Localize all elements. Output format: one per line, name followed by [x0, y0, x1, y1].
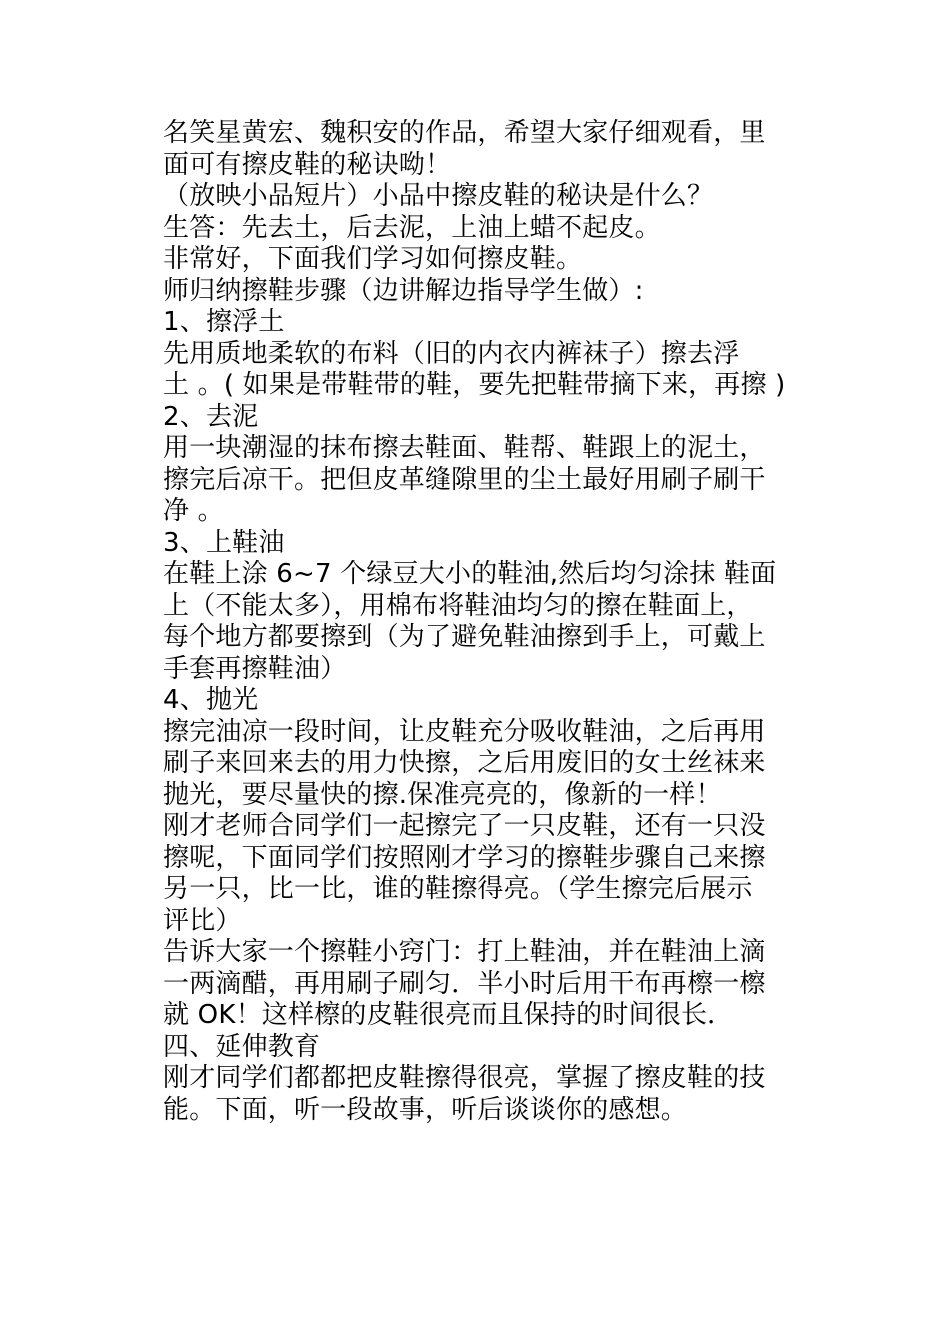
text-line: 生答：先去土，后去泥，上油上蜡不起皮。	[163, 212, 661, 243]
text-line: 上（不能太多），用棉布将鞋油均匀的擦在鞋面上，	[163, 590, 753, 621]
text-line: 师归纳擦鞋步骤（边讲解边指导学生做）:	[163, 275, 644, 306]
text-line: 擦完油凉一段时间，让皮鞋充分吸收鞋油，之后再用	[163, 716, 766, 747]
text-line: 名笑星黄宏、魏积安的作品，希望大家仔细观看，里	[163, 118, 766, 148]
text-line: 抛光，要尽量快的擦.保准亮亮的，像新的一样！	[163, 779, 722, 810]
text-line: 就 OK！这样檫的皮鞋很亮而且保持的时间很长．	[163, 1000, 734, 1030]
text-line: 每个地方都要擦到（为了避免鞋油擦到手上，可戴上	[163, 622, 766, 652]
text-line: 用一块潮湿的抹布擦去鞋面、鞋帮、鞋跟上的泥土，	[163, 433, 766, 463]
text-line: 手套再擦鞋油）	[163, 653, 347, 684]
text-line: 评比）	[163, 905, 242, 936]
text-line: 刷子来回来去的用力快擦，之后用废旧的女士丝袜来	[163, 748, 766, 778]
text-line: 面可有擦皮鞋的秘诀呦！	[163, 149, 452, 180]
text-line: 能。下面，听一段故事，听后谈谈你的感想。	[163, 1094, 688, 1125]
text-line: 另一只，比一比，谁的鞋擦得亮。（学生擦完后展示	[163, 874, 753, 904]
section-heading: 1、擦浮土	[163, 307, 285, 337]
text-line: 先用质地柔软的布料（旧的内衣内裤袜子）擦去浮	[163, 338, 740, 369]
text-line: 非常好，下面我们学习如何擦皮鞋。	[163, 244, 583, 274]
text-line: 净 。	[163, 496, 224, 526]
text-line: 在鞋上涂 6~7 个绿豆大小的鞋油,然后均匀涂抹 鞋面	[163, 559, 777, 589]
text-line: 一两滴醋，再用刷子刷匀．半小时后用干布再檫一檫	[163, 968, 766, 999]
text-line: 土 。( 如果是带鞋带的鞋，要先把鞋带摘下来，再擦 )	[163, 370, 786, 400]
section-heading: 4、抛光	[163, 685, 259, 715]
section-heading: 2、去泥	[163, 401, 259, 432]
text-line: 告诉大家一个擦鞋小窍门：打上鞋油，并在鞋油上滴	[163, 937, 766, 967]
document-body	[163, 118, 793, 1126]
text-line: （放映小品短片）小品中擦皮鞋的秘诀是什么？	[163, 181, 714, 211]
text-line: 擦完后凉干。把但皮革缝隙里的尘土最好用刷子刷干	[163, 464, 766, 495]
text-line: 刚才老师合同学们一起擦完了一只皮鞋，还有一只没	[163, 811, 766, 841]
section-heading: 3、上鞋油	[163, 527, 285, 558]
section-heading: 四、延伸教育	[163, 1031, 321, 1062]
text-line: 擦呢，下面同学们按照刚才学习的擦鞋步骤自己来擦	[163, 842, 766, 873]
text-line: 刚才同学们都都把皮鞋擦得很亮，掌握了擦皮鞋的技	[163, 1063, 766, 1093]
